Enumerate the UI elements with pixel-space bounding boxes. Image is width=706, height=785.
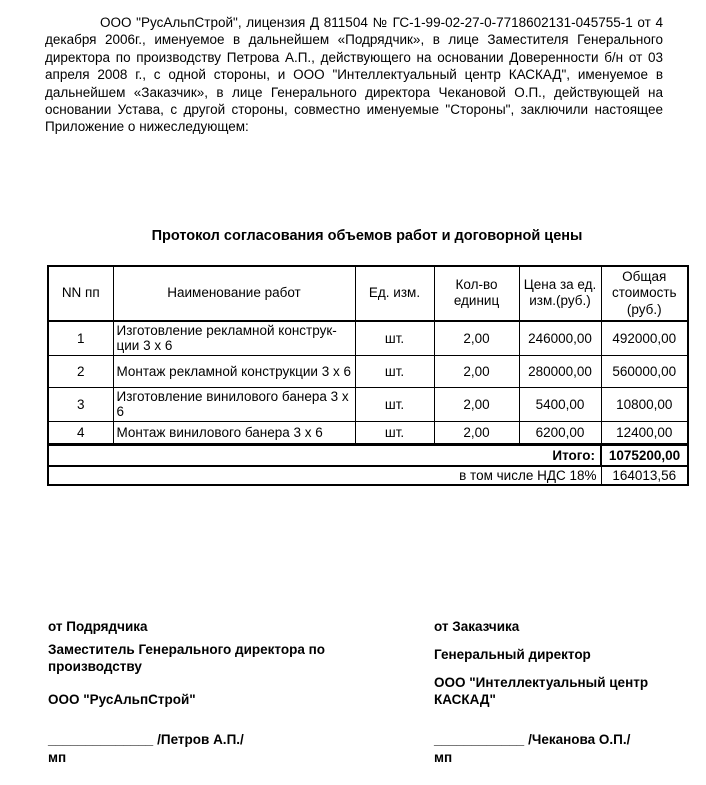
cell-name: Монтаж винилового банера 3 х 6 — [113, 421, 355, 444]
signatures-section — [48, 618, 706, 766]
cell-num: 1 — [48, 321, 113, 356]
customer-company: ООО "Интеллектуальный центр КАСКАД" — [434, 675, 649, 708]
vat-label: в том числе НДС 18% — [48, 466, 601, 485]
contractor-seal-label: мп — [48, 750, 67, 766]
cell-total: 560000,00 — [601, 355, 688, 387]
customer-position: Генеральный директор — [434, 647, 591, 663]
table-row — [48, 355, 688, 387]
cell-qty: 2,00 — [434, 355, 519, 387]
col-header-qty: Кол-во единиц — [434, 266, 519, 321]
customer-signature-underscores: ____________ — [434, 732, 525, 748]
cell-qty: 2,00 — [434, 421, 519, 444]
totals-row — [48, 444, 688, 466]
table-row — [48, 321, 688, 356]
vat-value: 164013,56 — [601, 466, 688, 485]
cell-unit: шт. — [355, 321, 434, 356]
col-header-name: Наименование работ — [113, 266, 355, 321]
cell-name: Изготовление винилового банера 3 х 6 — [113, 387, 355, 421]
cell-price: 6200,00 — [519, 421, 601, 444]
customer-party-label: от Заказчика — [434, 619, 520, 635]
table-row — [48, 421, 688, 444]
document-title: Протокол согласования объемов работ и договорной цены — [151, 227, 583, 244]
contractor-position: Заместитель Генерального директора по производству — [48, 642, 326, 675]
contractor-company: ООО "РусАльпСтрой" — [48, 692, 196, 708]
intro-paragraph: ООО "РусАльпСтрой", лицензия Д 811504 № ГС-1-99-02-27-0-7718602131-045755-1 от 4 декабря 2006г., именуемое в дальнейшем «Подрядчик», в лице Заместителя Генерального директора по производству Петрова А.П., действующего на основании Доверенности б/н от 03 апреля 2008 г., с одной стороны, и ООО "Интеллектуальный центр КАСКАД", именуемое в дальнейшем «Заказчик», в лице Генерального директора Чекановой О.П., действующей на основании Устава, с другой стороны, совместно именуемые "Стороны", заключили настоящее Приложение о нижеследующем: — [45, 15, 663, 135]
cell-total: 492000,00 — [601, 321, 688, 356]
table-row — [48, 387, 688, 421]
cell-name: Изготовление рекламной конструк-ции 3 х 6 — [113, 321, 355, 356]
cell-qty: 2,00 — [434, 387, 519, 421]
cell-qty: 2,00 — [434, 321, 519, 356]
totals-value: 1075200,00 — [601, 444, 688, 466]
contractor-signer-name: /Петров А.П./ — [157, 732, 244, 748]
customer-signature-block — [434, 618, 692, 766]
cell-name: Монтаж рекламной конструкции 3 х 6 — [113, 355, 355, 387]
col-header-num: NN пп — [48, 266, 113, 321]
document-page — [0, 14, 706, 785]
totals-label: Итого: — [48, 444, 601, 466]
col-header-price: Цена за ед. изм.(руб.) — [519, 266, 601, 321]
table-body — [48, 321, 688, 445]
customer-signature-line — [434, 731, 692, 748]
col-header-total: Общая стоимость (руб.) — [601, 266, 688, 321]
cell-unit: шт. — [355, 421, 434, 444]
cell-num: 2 — [48, 355, 113, 387]
customer-seal-label: мп — [434, 750, 453, 766]
contractor-signature-block — [48, 618, 388, 766]
vat-row — [48, 466, 688, 485]
table-header-row — [48, 266, 688, 321]
cell-total: 10800,00 — [601, 387, 688, 421]
cell-unit: шт. — [355, 355, 434, 387]
contractor-signature-line — [48, 731, 388, 748]
cell-total: 12400,00 — [601, 421, 688, 444]
contractor-signature-underscores: ______________ — [48, 732, 154, 748]
cell-unit: шт. — [355, 387, 434, 421]
cell-num: 4 — [48, 421, 113, 444]
contractor-party-label: от Подрядчика — [48, 619, 148, 635]
customer-signer-name: /Чеканова О.П./ — [528, 732, 631, 748]
cell-price: 5400,00 — [519, 387, 601, 421]
cell-price: 280000,00 — [519, 355, 601, 387]
work-table — [47, 265, 689, 487]
col-header-unit: Ед. изм. — [355, 266, 434, 321]
cell-price: 246000,00 — [519, 321, 601, 356]
cell-num: 3 — [48, 387, 113, 421]
